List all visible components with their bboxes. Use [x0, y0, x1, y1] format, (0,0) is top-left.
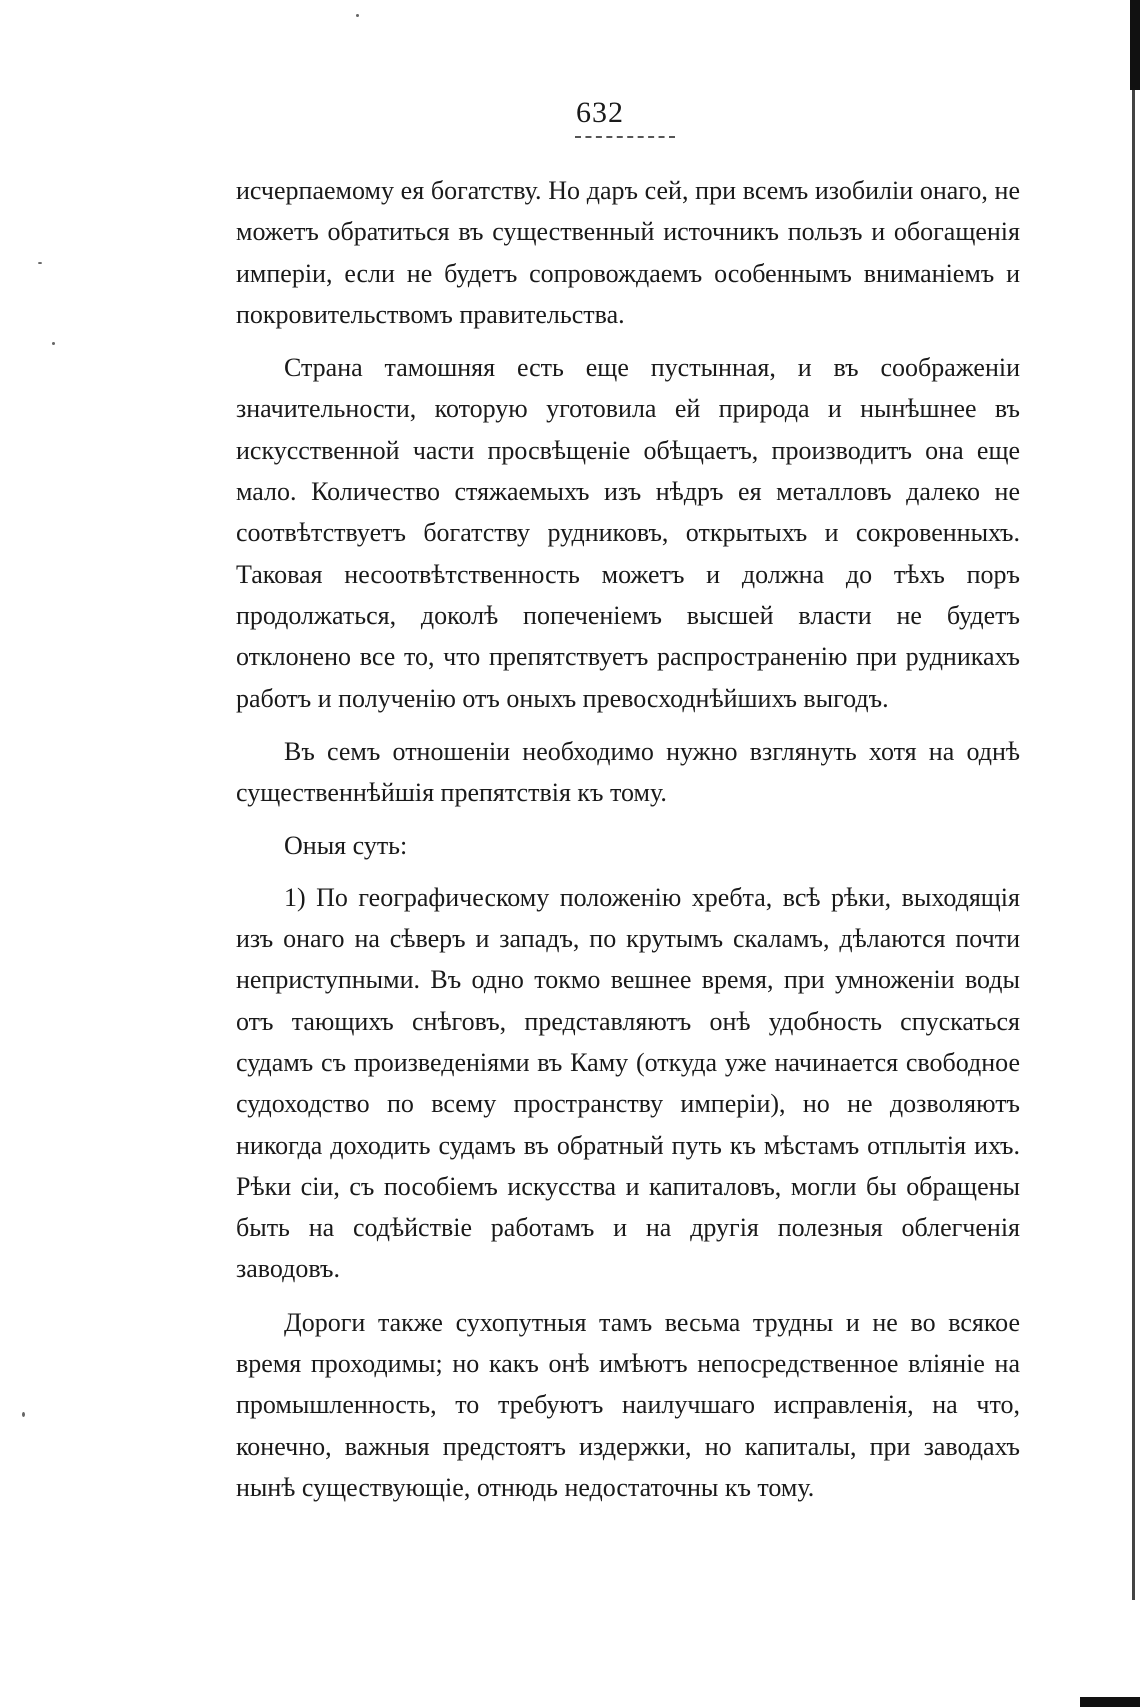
paragraph: Страна тамошняя есть еще пустынная, и въ соображенiи значительности, которую уготовила ей природа и нынѣшнее въ искусственной части просвѣщенiе обѣщаетъ, производитъ она еще мало. Количество стяжаемыхъ изъ нѣдръ ея металловъ далеко не соотвѣтствуетъ богатству рудниковъ, открытыхъ и сокровенныхъ. Таковая несоотвѣтственность можетъ и должна до тѣхъ поръ продолжаться, доколѣ попеченiемъ высшей власти не будетъ отклонено все то, что препятствуетъ распространенiю при рудникахъ работъ и полученiю отъ оныхъ превосходнѣйшихъ выгодъ.	[236, 353, 1020, 713]
scan-speck	[356, 14, 359, 17]
scan-edge-line	[1132, 90, 1135, 1600]
scan-edge-mark-bottom	[1080, 1697, 1140, 1707]
paragraph: 1) По географическому положенiю хребта, всѣ рѣки, выходящiя изъ онаго на сѣверъ и западъ, по крутымъ скаламъ, дѣлаются почти неприступными. Въ одно токмо вешнее время, при умноженiи воды отъ тающихъ снѣговъ, представляютъ онѣ удобность спускаться судамъ съ произведенiями въ Каму (откуда уже начинается свободное судоходство по всему пространству имперiи), но не дозволяютъ никогда доходить судамъ въ обратный путь къ мѣстамъ отплытiя ихъ. Рѣки сiи, съ пособiемъ искусства и капиталовъ, могли бы обращены быть на содѣйствiе работамъ и на другiя полезныя облегченiя заводовъ.	[236, 882, 1020, 1284]
scan-speck	[52, 342, 55, 345]
page-number: 632	[576, 96, 624, 129]
scan-speck	[38, 262, 42, 264]
scan-edge-mark	[1130, 0, 1140, 90]
page-number-rule	[575, 136, 675, 138]
body-text	[236, 170, 1020, 1520]
paragraph: Въ семъ отношенiи необходимо нужно взглянуть хотя на однѣ существеннѣйшiя препятствiя къ тому.	[236, 736, 1020, 808]
paragraph: исчерпаемому ея богатству. Но даръ сей, при всемъ изобилiи онаго, не можетъ обратиться въ существенный источникъ пользъ и обогащенiя имперiи, если не будетъ сопровождаемъ особеннымъ вниманiемъ и покровительствомъ правительства.	[236, 176, 1020, 329]
scan-speck	[22, 1412, 25, 1417]
paragraph: Дороги также сухопутныя тамъ весьма трудны и не во всякое время проходимы; но какъ онѣ имѣютъ непосредственное влiянiе на промышленность, то требуютъ наилучшаго исправленiя, на что, конечно, важныя предстоятъ издержки, но капиталы, при заводахъ нынѣ существующiе, отнюдь недостаточны къ тому.	[236, 1307, 1020, 1502]
paragraph: Оныя суть:	[284, 831, 408, 861]
